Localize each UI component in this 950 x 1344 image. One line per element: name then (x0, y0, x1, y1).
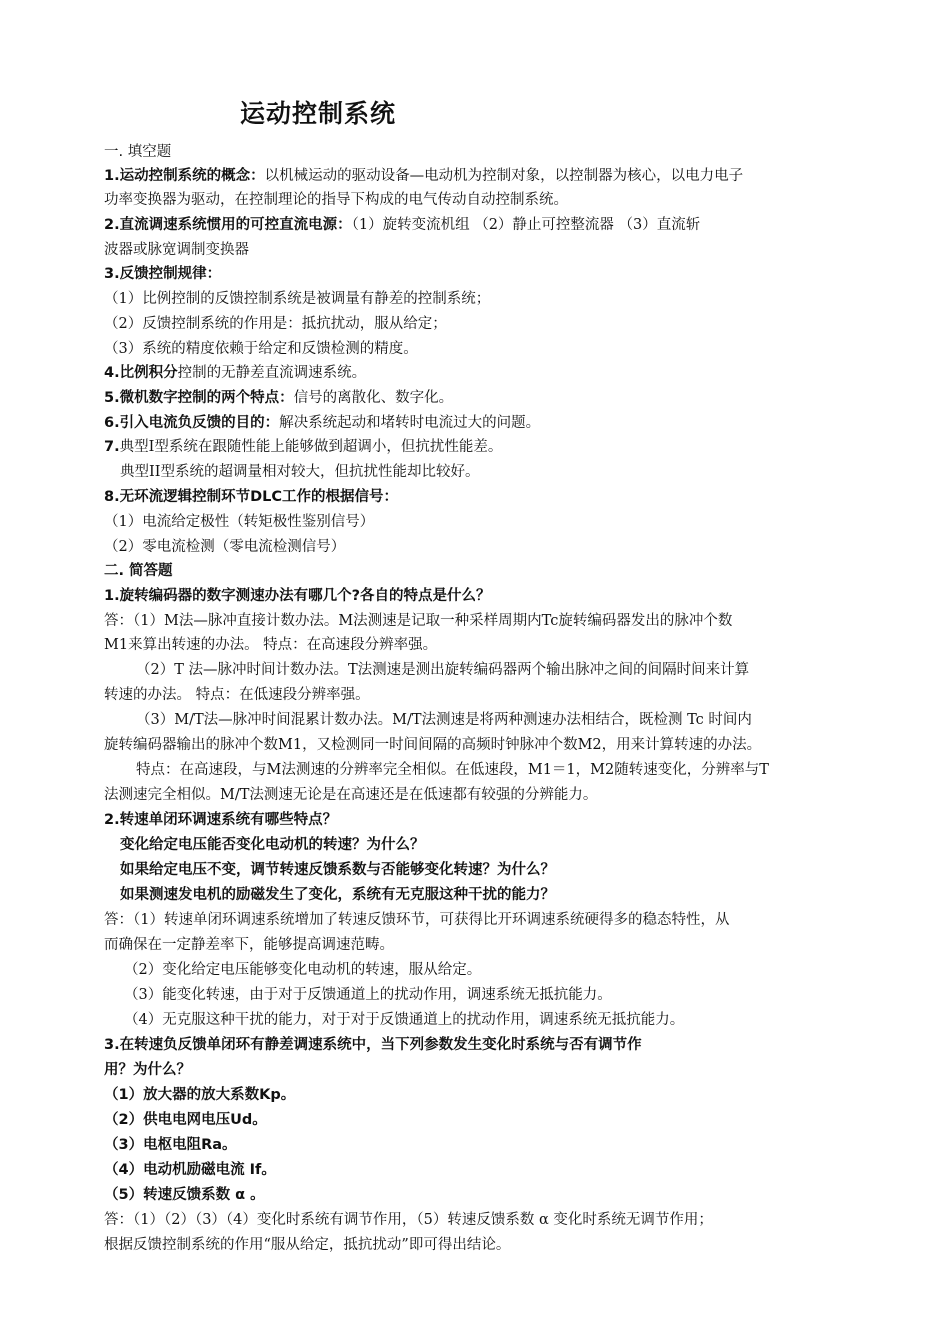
line-text: 答：（1）M法—脉冲直接计数办法。M法测速是记取一种采样周期内Tc旋转编码器发出的脉冲个数 (104, 613, 733, 629)
bold-heading: （2）供电电网电压Ud。 (104, 1112, 267, 1128)
line-text: （3）系统的精度依赖于给定和反馈检测的精度。 (104, 341, 418, 357)
text-line (136, 758, 769, 782)
line-text: 特点：在高速段，与M法测速的分辨率完全相似。在低速段，M1＝1，M2随转速变化，分辨率与T (136, 762, 769, 778)
text-line (104, 140, 171, 164)
bold-heading: （3）电枢电阻Ra。 (104, 1137, 237, 1153)
line-text: （1）电流给定极性（转矩极性鉴别信号） (104, 514, 375, 530)
line-text: 一. 填空题 (104, 144, 172, 160)
text-line (124, 983, 612, 1007)
bold-heading: 6.引入电流负反馈的目的： (104, 415, 280, 431)
text-line (136, 708, 752, 732)
text-line (104, 1133, 237, 1157)
text-line (104, 312, 447, 336)
text-line (104, 1183, 265, 1207)
text-line (104, 386, 453, 410)
text-line (104, 238, 249, 262)
line-text: 解决系统起动和堵转时电流过大的问题。 (279, 415, 541, 431)
text-line (104, 808, 337, 832)
line-text: 而确保在一定静差率下，能够提高调速范畴。 (104, 937, 394, 953)
text-line (104, 361, 366, 385)
line-text: 答：（1）（2）（3）（4）变化时系统有调节作用，（5）转速反馈系数 α 变化时系统无调节作用； (104, 1212, 713, 1228)
line-text: 旋转编码器输出的脉冲个数M1，又检测同一时间间隔的高频时钟脉冲个数M2，用来计算转速的办法。 (104, 737, 762, 753)
bold-heading: 变化给定电压能否变化电动机的转速？为什么？ (120, 837, 425, 853)
text-line (104, 188, 568, 212)
line-text: 波器或脉宽调制变换器 (104, 242, 249, 258)
text-line (124, 958, 481, 982)
line-text: 根据反馈控制系统的作用“服从给定，抵抗扰动”即可得出结论。 (104, 1237, 511, 1253)
bold-heading: 用？为什么？ (104, 1062, 191, 1078)
text-line (104, 411, 540, 435)
text-line (104, 1058, 191, 1082)
text-line (124, 1008, 684, 1032)
line-text: （2）T 法—脉冲时间计数办法。T法测速是测出旋转编码器两个输出脉冲之间的间隔时间来计算 (136, 662, 750, 678)
text-line (104, 1208, 713, 1232)
text-line (120, 833, 425, 857)
line-text: （3）能变化转速，由于对于反馈通道上的扰动作用，调速系统无抵抗能力。 (124, 987, 612, 1003)
text-line (136, 658, 749, 682)
text-line (104, 510, 374, 534)
text-line (104, 262, 221, 286)
bold-heading: 7. (104, 439, 120, 455)
text-line (104, 908, 729, 932)
text-line (120, 460, 479, 484)
line-text: 答：（1）转速单闭环调速系统增加了转速反馈环节，可获得比开环调速系统硬得多的稳态特性，从 (104, 912, 730, 928)
text-line (104, 733, 761, 757)
line-text: 以机械运动的驱动设备—电动机为控制对象，以控制器为核心，以电力电子 (264, 168, 744, 184)
bold-heading: （1）放大器的放大系数Kp。 (104, 1087, 296, 1103)
text-line (104, 1083, 295, 1107)
text-line (104, 287, 490, 311)
bold-heading: （5）转速反馈系数 α 。 (104, 1187, 265, 1203)
line-text: M1来算出转速的办法。 特点：在高速段分辨率强。 (104, 637, 438, 653)
line-text: （4）无克服这种干扰的能力，对于对于反馈通道上的扰动作用，调速系统无抵抗能力。 (124, 1012, 685, 1028)
text-line (104, 535, 345, 559)
text-line (104, 609, 732, 633)
line-text: 典型Ⅰ型系统在跟随性能上能够做到超调小，但抗扰性能差。 (119, 439, 503, 455)
text-line (104, 213, 700, 237)
text-line (104, 435, 502, 459)
line-text: （1）比例控制的反馈控制系统是被调量有静差的控制系统； (104, 291, 491, 307)
bold-heading: 如果给定电压不变，调节转速反馈系数与否能够变化转速？为什么？ (120, 862, 555, 878)
text-line (104, 783, 597, 807)
line-text: 功率变换器为驱动，在控制理论的指导下构成的电气传动自动控制系统。 (104, 192, 568, 208)
bold-heading: 3.反馈控制规律： (104, 266, 222, 282)
bold-heading: 2.直流调速系统惯用的可控直流电源： (104, 217, 352, 233)
bold-heading: 2.转速单闭环调速系统有哪些特点？ (104, 812, 338, 828)
line-text: （3）M/T法—脉冲时间混累计数办法。M/T法测速是将两种测速办法相结合，既检测 Tc 时间内 (136, 712, 752, 728)
bold-heading: 1.运动控制系统的概念： (104, 168, 265, 184)
text-line (104, 337, 418, 361)
text-line (104, 1033, 642, 1057)
bold-heading: 1.旋转编码器的数字测速办法有哪几个?各自的特点是什么？ (104, 588, 491, 604)
text-line (104, 584, 491, 608)
line-text: （1）旋转变流机组 （2）静止可控整流器 （3）直流斩 (351, 217, 701, 233)
text-line (104, 559, 173, 583)
text-line (104, 1108, 267, 1132)
bold-heading: （4）电动机励磁电流 If。 (104, 1162, 276, 1178)
bold-heading: 二. 简答题 (104, 563, 173, 579)
line-text: （2）零电流检测（零电流检测信号） (104, 539, 346, 555)
line-text: （2）变化给定电压能够变化电动机的转速，服从给定。 (124, 962, 482, 978)
bold-heading: 如果测速发电机的励磁发生了变化，系统有无克服这种干扰的能力？ (120, 887, 555, 903)
bold-heading: 4.比例积分 (104, 365, 178, 381)
text-line (104, 683, 370, 707)
text-line (120, 858, 555, 882)
document-title: 运动控制系统 (240, 99, 397, 128)
text-line (120, 883, 555, 907)
text-line (104, 633, 437, 657)
text-line (104, 1158, 276, 1182)
bold-heading: 3.在转速负反馈单闭环有静差调速系统中，当下列参数发生变化时系统与否有调节作 (104, 1037, 642, 1053)
text-line (104, 164, 743, 188)
text-line (104, 1233, 510, 1257)
line-text: 控制的无静差直流调速系统。 (177, 365, 367, 381)
line-text: 信号的离散化、数字化。 (293, 390, 454, 406)
line-text: （2）反馈控制系统的作用是：抵抗扰动，服从给定； (104, 316, 447, 332)
line-text: 典型II型系统的超调量相对较大，但抗扰性能却比较好。 (120, 464, 480, 480)
bold-heading: 8.无环流逻辑控制环节DLC工作的根据信号： (104, 489, 399, 505)
line-text: 法测速完全相似。M/T法测速无论是在高速还是在低速都有较强的分辨能力。 (104, 787, 598, 803)
text-line (104, 933, 394, 957)
bold-heading: 5.微机数字控制的两个特点： (104, 390, 294, 406)
line-text: 转速的办法。 特点：在低速段分辨率强。 (104, 687, 370, 703)
text-line (104, 485, 398, 509)
